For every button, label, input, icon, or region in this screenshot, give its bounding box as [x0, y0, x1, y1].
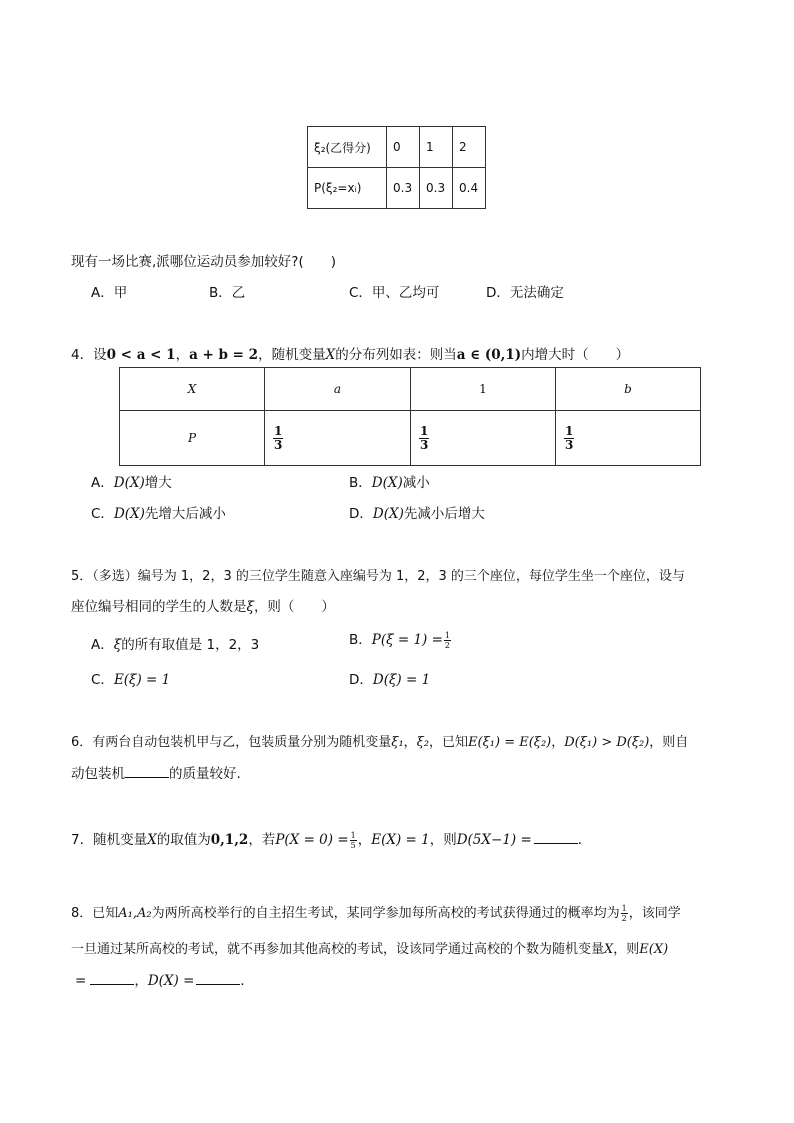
- option-expr: D(X): [372, 506, 404, 522]
- q6-variable: ξ₁: [391, 735, 404, 750]
- q8-variable: A₁,A₂: [118, 906, 152, 921]
- q4-text: 4．设: [71, 347, 107, 363]
- frac-num: 1: [420, 423, 429, 438]
- table-cell: P(ξ₂=xᵢ): [308, 168, 387, 209]
- q7-text: ，则: [429, 832, 457, 848]
- option-letter: D．: [349, 672, 373, 688]
- option-expr: P(ξ = 1) =: [371, 632, 443, 648]
- q8-text: ，该同学: [628, 906, 681, 921]
- fraction: [350, 831, 357, 850]
- question-8-line-2: [71, 938, 668, 957]
- q5-text: ，则（ ）: [253, 599, 335, 615]
- q8-text: 为两所高校举行的自主招生考试，某同学参加每所高校的考试获得通过的概率均为: [151, 906, 620, 921]
- q8-text: ．: [240, 973, 254, 989]
- option-expr: D(X): [113, 475, 145, 491]
- frac-num: 1: [621, 904, 627, 913]
- table-cell: b: [556, 368, 701, 411]
- question-7: [71, 828, 591, 850]
- table-cell: 2: [453, 127, 486, 168]
- option-c: C．甲、乙均可: [349, 285, 440, 301]
- q4-text: 的分布列如表：则当: [335, 347, 457, 363]
- question-6-line-2: [71, 762, 241, 782]
- q8-expr: E(X): [639, 942, 669, 957]
- option-d: D．无法确定: [486, 285, 564, 301]
- table-row: [308, 127, 486, 168]
- q7-expr: D(5X−1) =: [456, 832, 532, 848]
- table-cell: P: [120, 411, 265, 466]
- option-letter: D．: [349, 506, 373, 522]
- question-3-stem: 现有一场比赛,派哪位运动员参加较好?( ): [71, 254, 336, 270]
- option-text: 增大: [144, 475, 172, 491]
- q4-condition: 0 < a < 1: [106, 347, 176, 363]
- question-8-line-3: [75, 969, 254, 989]
- q4-text: 内增大时（ ）: [521, 347, 630, 363]
- option-expr: D(X): [371, 475, 403, 491]
- option-b: B．乙: [209, 285, 246, 301]
- q8-expr: D(X) =: [147, 973, 195, 989]
- fraction: [444, 631, 451, 650]
- table-cell: ξ₂(乙得分): [308, 127, 387, 168]
- option-text: 先减小后增大: [403, 506, 485, 522]
- q8-text: 8．已知: [71, 906, 119, 921]
- question-6-line-1: [71, 731, 688, 750]
- q6-text: ，: [551, 735, 565, 750]
- option-text: 减小: [402, 475, 430, 491]
- question-5-line-2: [71, 595, 335, 615]
- q7-text: 7．随机变量: [71, 832, 148, 848]
- q4-condition: a ∈ (0,1): [456, 347, 522, 363]
- table-row: [120, 368, 701, 411]
- distribution-table-yi: [307, 126, 486, 209]
- fraction: [273, 425, 283, 452]
- option-letter: C．: [91, 506, 114, 522]
- option-expr: E(ξ) = 1: [113, 672, 171, 688]
- frac-num: 1: [444, 630, 450, 640]
- frac-den: 5: [350, 840, 356, 850]
- table-cell: [556, 411, 701, 466]
- option-expr: D(ξ) = 1: [372, 672, 431, 688]
- table-cell: [265, 411, 411, 466]
- frac-den: 3: [274, 437, 283, 452]
- frac-den: 2: [444, 640, 450, 650]
- q8-text: ，: [134, 973, 148, 989]
- table-cell: 1: [420, 127, 453, 168]
- table-cell: 0: [387, 127, 420, 168]
- distribution-table-x: [119, 367, 701, 466]
- fraction: [621, 904, 628, 923]
- q4-text: ，随机变量: [258, 347, 326, 363]
- option-letter: A．: [91, 637, 114, 653]
- answer-blank[interactable]: [534, 831, 578, 844]
- q5-variable: ξ: [246, 599, 254, 615]
- q7-expr: P(X = 0) =: [275, 832, 349, 848]
- q6-text: 6．有两台自动包装机甲与乙，包装质量分别为随机变量: [71, 735, 392, 750]
- option-a: [91, 471, 172, 491]
- option-letter: B．: [349, 475, 372, 491]
- q5-text: 座位编号相同的学生的人数是: [71, 599, 247, 615]
- q6-text: 动包装机: [71, 766, 125, 782]
- frac-num: 1: [350, 830, 356, 840]
- q8-text: 一旦通过某所高校的考试，就不再参加其他高校的考试，设该同学通过高校的个数为随机变量: [71, 942, 605, 957]
- option-b: [349, 628, 452, 650]
- question-5-line-1: 5．（多选）编号为 1，2，3 的三位学生随意入座编号为 1，2，3 的三个座位，每位学生坐一个座位，设与: [71, 569, 685, 584]
- option-letter: B．: [349, 632, 372, 648]
- frac-den: 3: [420, 437, 429, 452]
- q6-expr: D(ξ₁) > D(ξ₂): [564, 735, 650, 750]
- option-letter: C．: [91, 672, 114, 688]
- q7-values: 0,1,2: [210, 832, 249, 848]
- option-a: A．甲: [91, 285, 128, 301]
- option-expr: ξ: [113, 637, 122, 653]
- answer-blank[interactable]: [125, 765, 169, 778]
- fraction: [419, 425, 429, 452]
- q7-variable: X: [147, 832, 157, 848]
- q4-text: ，: [175, 347, 190, 363]
- frac-num: 1: [565, 423, 574, 438]
- table-cell: 0.3: [420, 168, 453, 209]
- table-row: [308, 168, 486, 209]
- option-c: [91, 668, 170, 688]
- q7-text: ．: [577, 832, 592, 848]
- table-cell: 1: [411, 368, 556, 411]
- option-d: [349, 668, 430, 688]
- q4-variable: X: [325, 347, 336, 363]
- option-d: [349, 502, 485, 522]
- q8-text: ，则: [613, 942, 640, 957]
- q6-text: 的质量较好.: [169, 766, 241, 782]
- q6-text: ，则自: [649, 735, 689, 750]
- answer-blank[interactable]: [196, 972, 240, 985]
- table-cell: a: [265, 368, 411, 411]
- question-4-stem: [71, 343, 629, 363]
- fraction: [564, 425, 574, 452]
- q7-expr: E(X) = 1: [371, 832, 430, 848]
- answer-blank[interactable]: [90, 972, 134, 985]
- table-row: [120, 411, 701, 466]
- q6-text: ，: [403, 735, 417, 750]
- frac-den: 3: [565, 437, 574, 452]
- option-c: [91, 502, 226, 522]
- q7-text: 的取值为: [156, 832, 211, 848]
- question-8-line-1: [71, 902, 681, 923]
- option-letter: A．: [91, 475, 114, 491]
- q6-text: ，已知: [429, 735, 469, 750]
- option-expr: D(X): [113, 506, 145, 522]
- q8-variable: X: [604, 942, 614, 957]
- option-text: 的所有取值是 1，2，3: [121, 637, 260, 653]
- table-cell: 0.4: [453, 168, 486, 209]
- q6-expr: E(ξ₁) = E(ξ₂): [468, 735, 552, 750]
- q6-variable: ξ₂: [416, 735, 430, 750]
- q7-text: ，: [357, 832, 372, 848]
- q7-text: ，若: [248, 832, 276, 848]
- frac-den: 2: [621, 914, 627, 923]
- option-a: [91, 633, 259, 653]
- option-b: [349, 471, 430, 491]
- table-cell: 0.3: [387, 168, 420, 209]
- q4-condition: a + b = 2: [189, 347, 259, 363]
- table-cell: [411, 411, 556, 466]
- option-text: 先增大后减小: [144, 506, 226, 522]
- frac-num: 1: [274, 423, 283, 438]
- table-cell: X: [120, 368, 265, 411]
- q8-text: =: [75, 973, 87, 989]
